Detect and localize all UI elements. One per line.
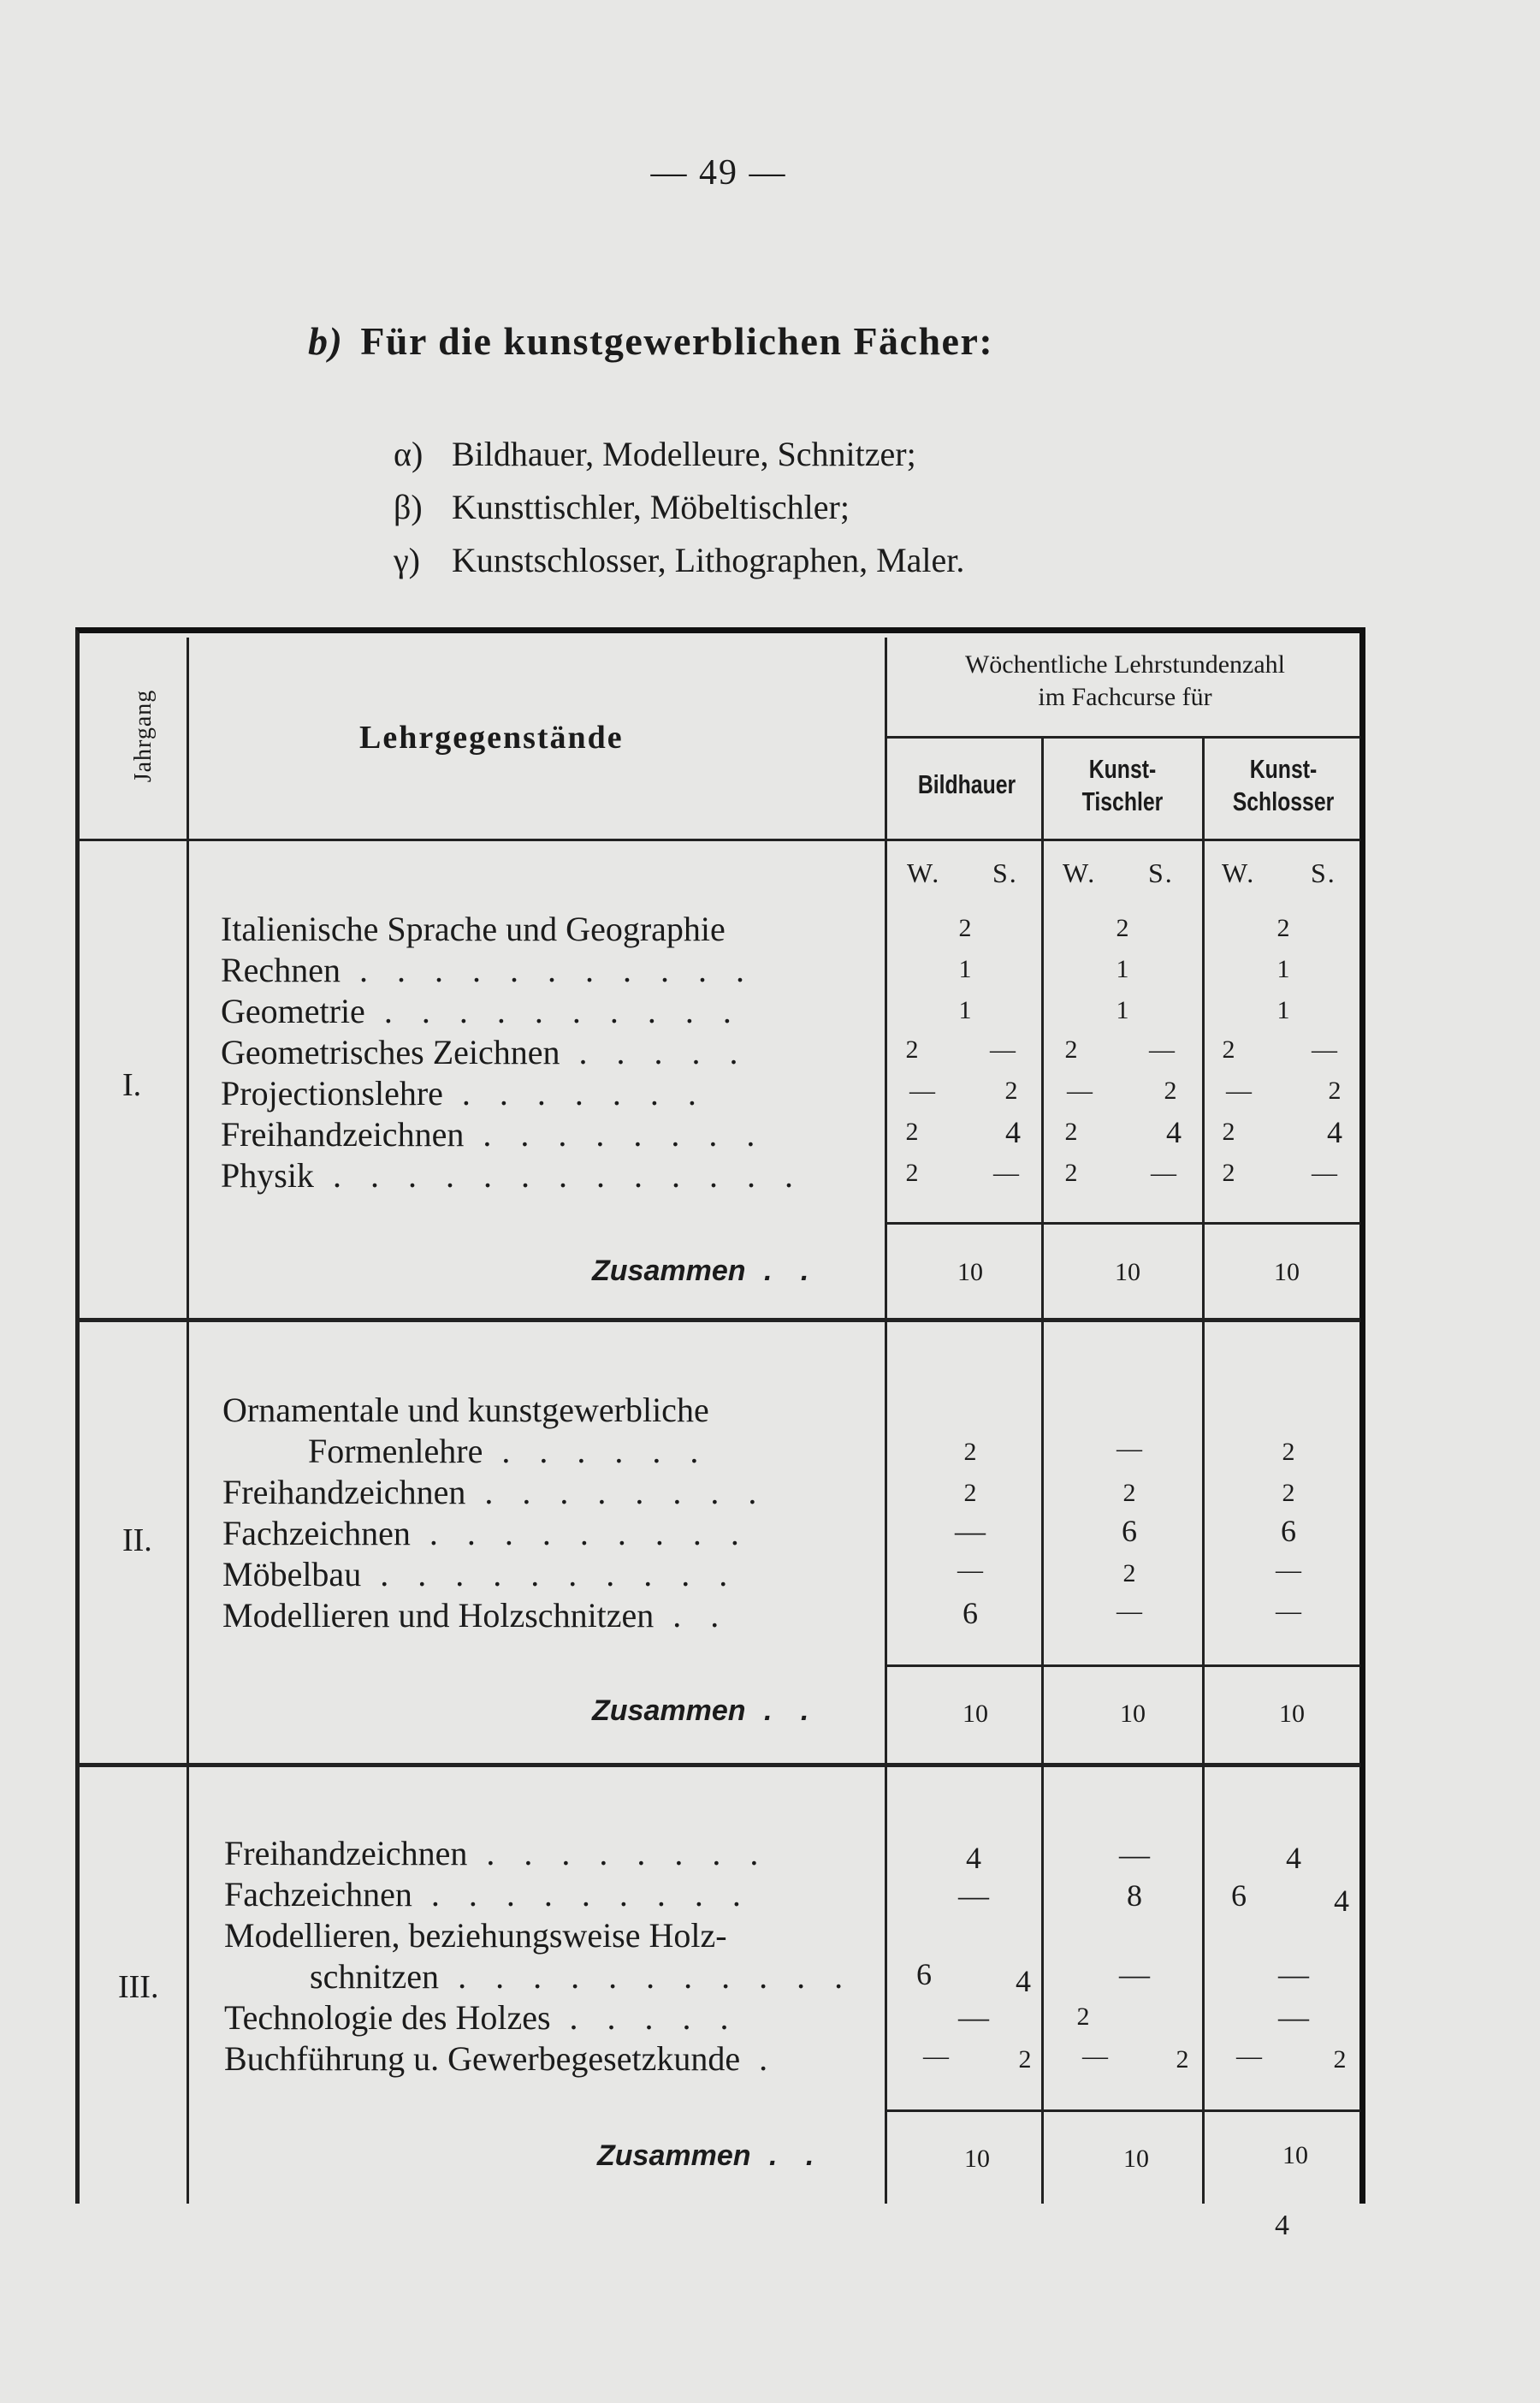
subject-row (222, 1390, 767, 1431)
subheading-marker: α) (394, 435, 424, 473)
hours-value: 4 (966, 1841, 981, 1875)
hours-header-line1: Wöchentliche Lehrstundenzahl (964, 650, 1285, 679)
hours-value: 4 (1286, 1841, 1301, 1875)
total-value: 10 (1120, 1700, 1146, 1728)
subject-row (224, 1874, 853, 1915)
hours-value: — (1276, 1556, 1301, 1584)
semester-s-label: S. (1148, 857, 1174, 888)
hours-value: — (990, 1035, 1016, 1064)
leader-dots: . . (654, 1596, 730, 1635)
hours-value: 2 (1328, 1077, 1342, 1105)
hours-value: 2 (1276, 914, 1290, 942)
column-header-hours (890, 649, 1360, 714)
hours-value: 2 (1004, 1077, 1018, 1105)
hours-value: 8 (1127, 1878, 1142, 1913)
year-subjects (222, 1390, 767, 1636)
subject-name: schnitzen (310, 1957, 440, 1996)
total-label (592, 1255, 819, 1288)
column-header-jahrgang: Jahrgang (130, 689, 157, 783)
leader-dots: . . (745, 1255, 820, 1287)
hours-value: — (1067, 1077, 1093, 1105)
subject-name: Freihandzeichnen (221, 1115, 465, 1154)
semester-w-label: W. (1222, 857, 1256, 888)
hours-value: 2 (1333, 2045, 1347, 2074)
group-header-kunsttischler (1061, 753, 1184, 818)
subject-name: Projectionslehre (221, 1074, 443, 1112)
subheading-marker: γ) (394, 541, 420, 579)
total-value: 10 (1279, 1700, 1305, 1728)
hours-value: 1 (1276, 996, 1290, 1024)
group-header-text: Kunst- (1249, 754, 1318, 784)
total-label (597, 2139, 824, 2173)
leader-dots: . (740, 2039, 779, 2078)
subject-row (221, 991, 803, 1032)
hours-value: — (909, 1077, 935, 1105)
total-label (592, 1694, 819, 1728)
subject-row (224, 1956, 853, 1997)
hours-value: 2 (905, 1159, 919, 1187)
hours-value: — (1151, 1159, 1176, 1187)
hours-value: 6 (962, 1596, 978, 1630)
hours-value: 2 (1064, 1118, 1078, 1146)
hours-value: 4 (1005, 1115, 1021, 1149)
table-rule (80, 1763, 1360, 1767)
total-value: 10 (1274, 1258, 1300, 1286)
hours-value: 2 (1282, 1438, 1295, 1466)
table-rule (885, 1664, 1360, 1667)
subject-name: Fachzeichnen (224, 1875, 412, 1914)
hours-value: — (1116, 1597, 1142, 1625)
subject-row (224, 1997, 853, 2038)
hours-value: 2 (1176, 2045, 1189, 2074)
hours-value: 4 (1334, 1884, 1349, 1918)
leader-dots: . . . . . (550, 1998, 739, 2037)
hours-value: 6 (1231, 1878, 1247, 1913)
subheading-item (394, 428, 964, 481)
hours-value: — (958, 2000, 989, 2034)
total-value: 10 (1115, 1258, 1140, 1286)
subject-row (224, 1915, 853, 1956)
hours-value: — (955, 1514, 986, 1548)
total-value: 10 (964, 2145, 990, 2173)
group-header-text: Tischler (1081, 786, 1164, 816)
total-label-text: Zusammen (597, 2139, 751, 2172)
hours-value: 4 (1327, 1115, 1342, 1149)
subject-name: Modellieren und Holzschnitzen (222, 1596, 654, 1635)
subheading-item (394, 534, 964, 587)
hours-value: 1 (1116, 955, 1129, 983)
subheading-item (394, 481, 964, 534)
signature-mark: 4 (1275, 2210, 1289, 2241)
year-label: III. (118, 1969, 159, 2005)
semester-s-label: S. (992, 857, 1018, 888)
year-subjects (224, 1833, 853, 2080)
page-number: — 49 — (650, 153, 787, 193)
table-rule (885, 638, 887, 2204)
subject-name: Rechnen (221, 951, 341, 989)
table-rule (1041, 738, 1044, 2204)
subject-name: Freihandzeichnen (222, 1473, 466, 1511)
hours-value: 1 (958, 996, 972, 1024)
subject-name: Fachzeichnen (222, 1514, 411, 1552)
subject-row (221, 1073, 803, 1114)
hours-value: — (993, 1159, 1019, 1187)
leader-dots: . . . . . . . . (465, 1473, 767, 1511)
subject-name: Formenlehre (308, 1432, 483, 1470)
year-label: I. (122, 1067, 142, 1103)
hours-value: — (1119, 1957, 1150, 1991)
subject-row (221, 1032, 803, 1073)
hours-value: 6 (1122, 1514, 1137, 1548)
subject-name: Physik (221, 1156, 314, 1195)
leader-dots: . . . . . . . . . . . (340, 951, 755, 989)
leader-dots: . . . . . . . . . . (361, 1555, 738, 1593)
subject-name: Technologie des Holzes (224, 1998, 551, 2037)
subject-row (224, 2038, 853, 2080)
hours-value: — (1312, 1159, 1337, 1187)
subject-name: Ornamentale und kunstgewerbliche (222, 1391, 709, 1429)
hours-value: — (1278, 1957, 1309, 1991)
subject-name: Freihandzeichnen (224, 1834, 468, 1872)
hours-value: — (1278, 2000, 1309, 2034)
hours-value: — (958, 1878, 989, 1913)
group-header-text: Schlosser (1232, 786, 1335, 816)
table-rule (885, 2109, 1360, 2112)
subject-row (221, 950, 803, 991)
subject-row (221, 1155, 803, 1196)
hours-header-line2: im Fachcurse für (1038, 683, 1212, 711)
hours-value: — (1116, 1434, 1142, 1463)
section-heading (308, 318, 993, 364)
subject-name: Möbelbau (222, 1555, 362, 1593)
hours-value: 6 (1281, 1514, 1296, 1548)
subject-row (221, 909, 803, 950)
subject-row (221, 1114, 803, 1155)
total-label-text: Zusammen (592, 1694, 746, 1727)
hours-value: 2 (963, 1479, 977, 1507)
subject-row (222, 1554, 767, 1595)
hours-value: — (1149, 1035, 1175, 1064)
leader-dots: . . (750, 2139, 825, 2172)
hours-value: — (1276, 1597, 1301, 1625)
leader-dots: . . . . . . . . . (410, 1514, 749, 1552)
hours-value: 1 (958, 955, 972, 983)
hours-value: — (923, 2042, 949, 2070)
leader-dots: . . . . . . . . (464, 1115, 766, 1154)
subject-row (224, 1833, 853, 1874)
subject-name: Geometrisches Zeichnen (221, 1033, 560, 1071)
hours-value: 1 (1276, 955, 1290, 983)
subheading-list (394, 428, 964, 587)
heading-text: Für die kunstgewerblichen Fächer: (360, 319, 994, 363)
subject-name: Buchführung u. Gewerbegesetzkunde (224, 2039, 741, 2078)
subheading-text: Bildhauer, Modelleure, Schnitzer; (452, 435, 916, 473)
hours-value: 2 (905, 1035, 919, 1064)
table-rule (80, 839, 1360, 841)
total-value: 10 (957, 1258, 983, 1286)
table-rule (187, 638, 189, 2204)
semester-s-label: S. (1311, 857, 1336, 888)
hours-value: — (1082, 2042, 1108, 2070)
hours-value: 1 (1116, 996, 1129, 1024)
total-value: 10 (1123, 2145, 1149, 2173)
subject-row (222, 1431, 767, 1472)
year-subjects (221, 909, 803, 1196)
hours-value: 4 (1166, 1115, 1182, 1149)
total-value: 10 (962, 1700, 988, 1728)
group-header-kunstschlosser (1222, 753, 1345, 818)
year-label: II. (122, 1522, 152, 1558)
hours-value: 2 (958, 914, 972, 942)
hours-value: — (1119, 1837, 1150, 1872)
hours-value: 2 (1076, 2002, 1090, 2031)
table-rule (885, 736, 1360, 739)
heading-marker: b) (308, 319, 344, 363)
hours-value: 2 (1122, 1559, 1136, 1587)
leader-dots: . . . . . . . . . . . (439, 1957, 854, 1996)
hours-value: 2 (1282, 1479, 1295, 1507)
leader-dots: . . . . . . (483, 1432, 709, 1470)
table-rule (1202, 738, 1205, 2204)
subheading-marker: β) (394, 488, 423, 526)
hours-value: 2 (1164, 1077, 1177, 1105)
hours-value: 2 (1222, 1159, 1235, 1187)
hours-value: 2 (1116, 914, 1129, 942)
leader-dots: . . . . . . . . . . . . . (313, 1156, 803, 1195)
group-header-text: Bildhauer (917, 769, 1016, 799)
table-rule (885, 1222, 1360, 1225)
hours-value: 2 (905, 1118, 919, 1146)
leader-dots: . . . . . . . . (467, 1834, 769, 1872)
subject-row (222, 1513, 767, 1554)
leader-dots: . . . . . . . (442, 1074, 707, 1112)
subject-name: Geometrie (221, 992, 365, 1030)
subject-row (222, 1472, 767, 1513)
leader-dots: . . . . . (560, 1033, 749, 1071)
leader-dots: . . . . . . . . . . (364, 992, 742, 1030)
hours-value: 4 (1016, 1964, 1031, 1998)
hours-value: 2 (1122, 1479, 1136, 1507)
hours-value: — (1312, 1035, 1337, 1064)
leader-dots: . . . . . . . . . (412, 1875, 751, 1914)
hours-value: 2 (963, 1438, 977, 1466)
subject-name: Italienische Sprache und Geographie (221, 910, 726, 948)
group-header-bildhauer (905, 768, 1028, 801)
hours-value: — (957, 1556, 983, 1584)
hours-value: 6 (916, 1957, 932, 1991)
hours-value: 2 (1064, 1035, 1078, 1064)
semester-w-label: W. (907, 857, 941, 888)
subheading-text: Kunsttischler, Möbeltischler; (452, 488, 850, 526)
total-value: 10 (1282, 2141, 1308, 2169)
hours-value: 2 (1018, 2045, 1032, 2074)
table-rule (80, 1318, 1360, 1322)
total-label-text: Zusammen (592, 1255, 746, 1287)
hours-value: 2 (1222, 1118, 1235, 1146)
hours-value: — (1236, 2042, 1262, 2070)
subject-row (222, 1595, 767, 1636)
hours-value: 2 (1064, 1159, 1078, 1187)
group-header-text: Kunst- (1088, 754, 1157, 784)
hours-value: 2 (1222, 1035, 1235, 1064)
subject-name: Modellieren, beziehungsweise Holz- (224, 1916, 727, 1955)
subheading-text: Kunstschlosser, Lithographen, Maler. (452, 541, 965, 579)
column-header-subjects: Lehrgegenstände (359, 720, 624, 756)
leader-dots: . . (745, 1694, 820, 1727)
hours-value: — (1226, 1077, 1252, 1105)
semester-w-label: W. (1063, 857, 1097, 888)
